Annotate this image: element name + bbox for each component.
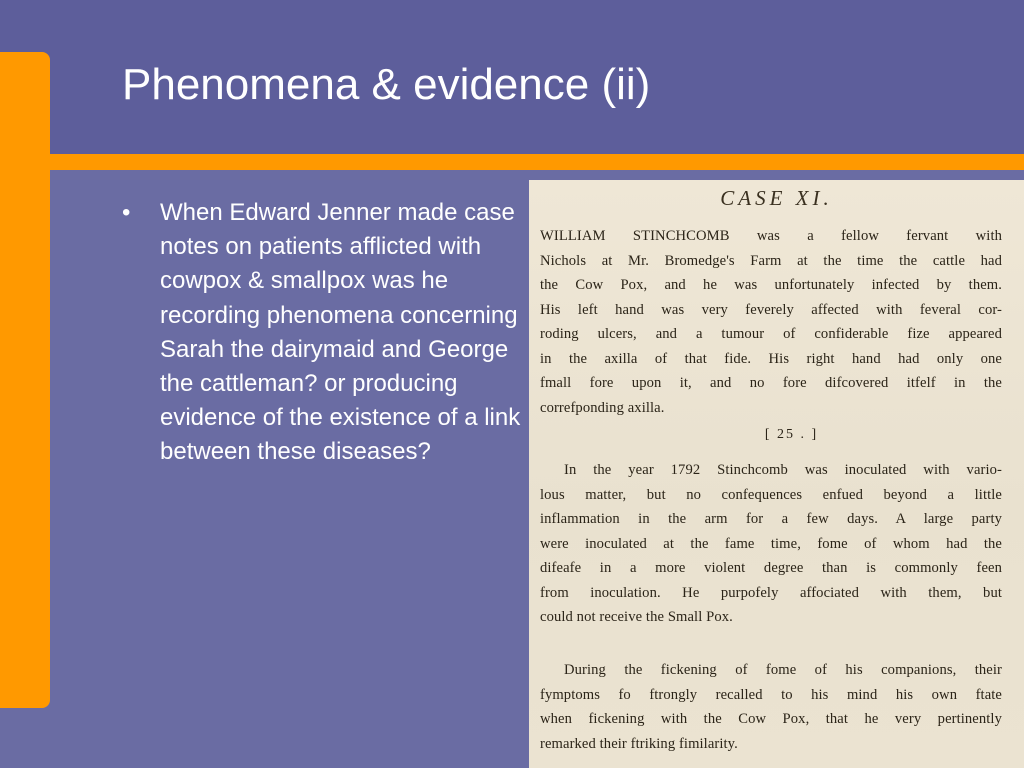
bullet-list [122, 196, 522, 470]
scan-line: Nichols at Mr. Bromedge's Farm at the time the cattle had [540, 252, 1002, 269]
scan-line: were inoculated at the fame time, fome of whom had the [540, 535, 1002, 552]
case-paragraph-3 [540, 658, 1002, 756]
page-number: [ 25 . ] [764, 427, 819, 442]
scan-line: During the fickening of fome of his companions, their [564, 662, 1002, 678]
orange-side-bar [0, 52, 50, 708]
case-paragraph-1 [540, 224, 1002, 420]
scan-line: remarked their ftriking fimilarity. [540, 735, 738, 752]
bullet-text: When Edward Jenner made case notes on patients afflicted with cowpox & smallpox was he recording phenomena concerning Sarah the dairymaid and George the cattleman? or producing evidence of the existence of a link between these diseases? [160, 199, 521, 466]
scan-line: difeafe in a more violent degree than is commonly feen [540, 560, 1002, 576]
case-heading: CASE XI. [720, 186, 833, 210]
scan-line: correfponding axilla. [540, 399, 665, 416]
scan-line: roding ulcers, and a tumour of confiderable fize appeared [540, 326, 1002, 342]
scan-line: WILLIAM STINCHCOMB was a fellow fervant with [540, 228, 1002, 244]
scan-line: fymptoms fo ftrongly recalled to his mind his own ftate [540, 686, 1002, 703]
scan-line: could not receive the Small Pox. [540, 609, 733, 625]
scan-line: His left hand was very feverely affected with feveral cor- [540, 301, 1002, 318]
case-paragraph-2 [540, 458, 1002, 630]
slide-title: Phenomena & evidence (ii) [122, 60, 651, 109]
case-notes-scan-image [529, 180, 1024, 768]
scan-line: fmall fore upon it, and no fore difcovered itfelf in the [540, 375, 1002, 391]
bullet-marker: • [122, 199, 131, 226]
scan-line: inflammation in the arm for a few days. A large party [540, 511, 1002, 527]
orange-divider-band [50, 154, 1024, 170]
scan-line: lous matter, but no confequences enfued beyond a little [540, 486, 1002, 503]
scan-line: from inoculation. He purpofely affociated with them, but [540, 584, 1002, 601]
scan-line: In the year 1792 Stinchcomb was inoculated with vario- [564, 462, 1002, 478]
scan-line: the Cow Pox, and he was unfortunately infected by them. [540, 277, 1002, 293]
scan-line: when fickening with the Cow Pox, that he very pertinently [540, 711, 1002, 727]
scan-line: in the axilla of that fide. His right hand had only one [540, 350, 1002, 367]
bullet-item [122, 196, 522, 470]
